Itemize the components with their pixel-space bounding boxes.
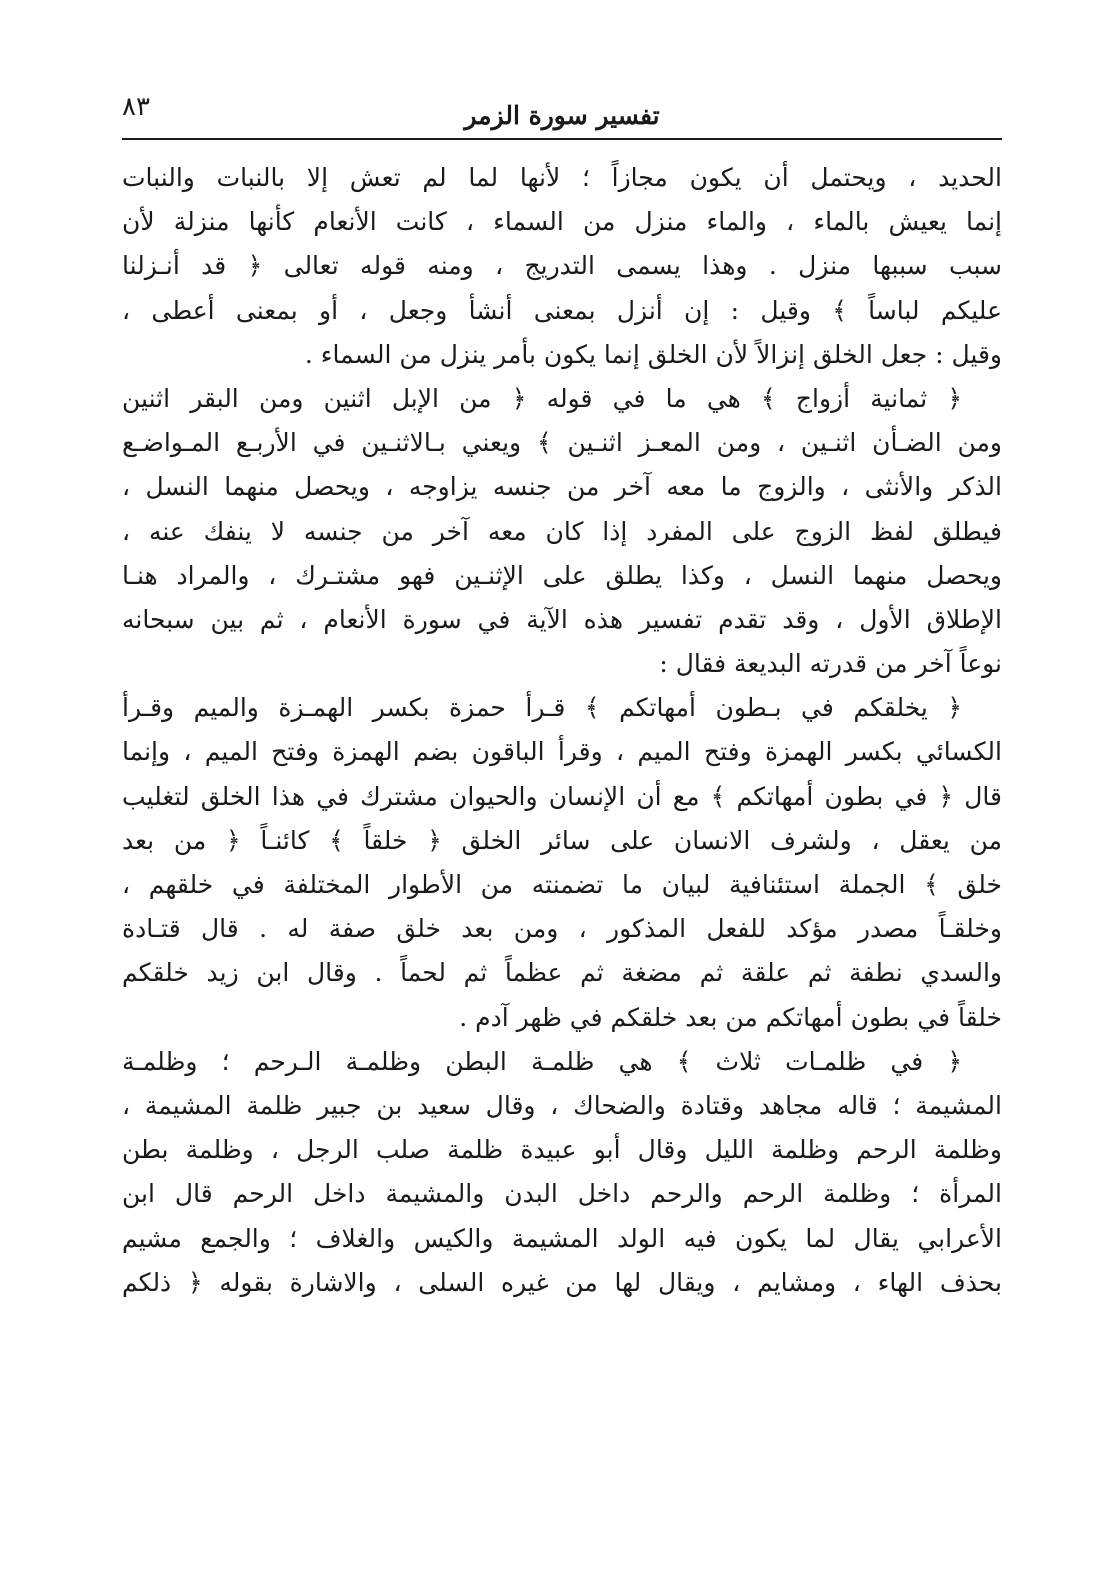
text-line: قال ﴿ في بطون أمهاتكم ﴾ مع أن الإنسان والحيوان مشترك في هذا الخلق لتغليب bbox=[122, 781, 1002, 811]
body-text bbox=[122, 156, 1002, 1305]
text-line: ومن الضـأن اثنـين ، ومن المعـز اثنـين ﴾ ويعني بـالاثنـين في الأربـع المـواضـع bbox=[122, 428, 1002, 458]
text-line: الأعرابي يقال لما يكون فيه الولد المشيمة والكيس والغلاف ؛ والجمع مشيم bbox=[122, 1223, 1002, 1253]
text-line: ﴿ في ظلمـات ثلاث ﴾ هي ظلمـة البطن وظلمـة الـرحم ؛ وظلمـة bbox=[122, 1046, 962, 1076]
text-line: والسدي نطفة ثم علقة ثم مضغة ثم عظماً ثم لحماً . وقال ابن زيد خلقكم bbox=[122, 958, 1002, 988]
text-line: خلقاً في بطون أمهاتكم من بعد خلقكم في ظهر آدم . bbox=[459, 1002, 1002, 1032]
text-line: الذكر والأنثى ، والزوج ما معه آخر من جنسه يزاوجه ، ويحصل منهما النسل ، bbox=[122, 472, 1002, 502]
text-line: الكسائي بكسر الهمزة وفتح الميم ، وقرأ الباقون بضم الهمزة وفتح الميم ، وإنما bbox=[122, 737, 1002, 767]
text-line: ويحصل منهما النسل ، وكذا يطلق على الإثنـين فهو مشتـرك ، والمراد هنـا bbox=[122, 560, 1002, 590]
text-line: عليكم لباساً ﴾ وقيل : إن أنزل بمعنى أنشأ وجعل ، أو بمعنى أعطى ، bbox=[122, 295, 1002, 325]
text-line: بحذف الهاء ، ومشايم ، ويقال لها من غيره السلى ، والاشارة بقوله ﴿ ذلكم bbox=[122, 1267, 1002, 1297]
text-line: المشيمة ؛ قاله مجاهد وقتادة والضحاك ، وقال سعيد بن جبير ظلمة المشيمة ، bbox=[122, 1090, 1002, 1120]
page-number: ٨٣ bbox=[122, 92, 150, 122]
text-line: فيطلق لفظ الزوج على المفرد إذا كان معه آخر من جنسه لا ينفك عنه ، bbox=[122, 516, 1002, 546]
text-line: نوعاً آخر من قدرته البديعة فقال : bbox=[659, 649, 1002, 679]
text-line: ﴿ ثمانية أزواج ﴾ هي ما في قوله ﴿ من الإبل اثنين ومن البقر اثنين bbox=[122, 383, 962, 413]
running-head bbox=[122, 92, 1002, 138]
text-line: المرأة ؛ وظلمة الرحم والرحم داخل البدن والمشيمة داخل الرحم قال ابن bbox=[122, 1179, 1002, 1209]
header-divider bbox=[122, 138, 1002, 140]
text-line: وقيل : جعل الخلق إنزالاً لأن الخلق إنما يكون بأمر ينزل من السماء . bbox=[304, 339, 1002, 369]
text-line: خلق ﴾ الجملة استئنافية لبيان ما تضمنته من الأطوار المختلفة في خلقهم ، bbox=[122, 870, 1002, 899]
text-line: سبب سببها منزل . وهذا يسمى التدريج ، ومنه قوله تعالى ﴿ قد أنـزلنا bbox=[122, 251, 1002, 281]
text-line: ﴿ يخلقكم في بـطون أمهاتكم ﴾ قـرأ حمزة بكسر الهمـزة والميم وقـرأ bbox=[122, 693, 962, 723]
text-line: وظلمة الرحم وظلمة الليل وقال أبو عبيدة ظلمة صلب الرجل ، وظلمة بطن bbox=[122, 1135, 1002, 1165]
text-line: إنما يعيش بالماء ، والماء منزل من السماء ، كانت الأنعام كأنها منزلة لأن bbox=[122, 207, 1002, 237]
text-line: وخلقـاً مصدر مؤكد للفعل المذكور ، ومن بعد خلق صفة له . قال قتـادة bbox=[122, 914, 1002, 944]
text-line: الإطلاق الأول ، وقد تقدم تفسير هذه الآية في سورة الأنعام ، ثم بين سبحانه bbox=[122, 604, 1002, 634]
text-line: الحديد ، ويحتمل أن يكون مجازاً ؛ لأنها لما لم تعش إلا بالنبات والنبات bbox=[122, 163, 1002, 192]
text-line: من يعقل ، ولشرف الانسان على سائر الخلق ﴿ خلقاً ﴾ كائنـاً ﴿ من بعد bbox=[122, 825, 1002, 855]
header-title: تفسير سورة الزمر bbox=[464, 101, 660, 130]
